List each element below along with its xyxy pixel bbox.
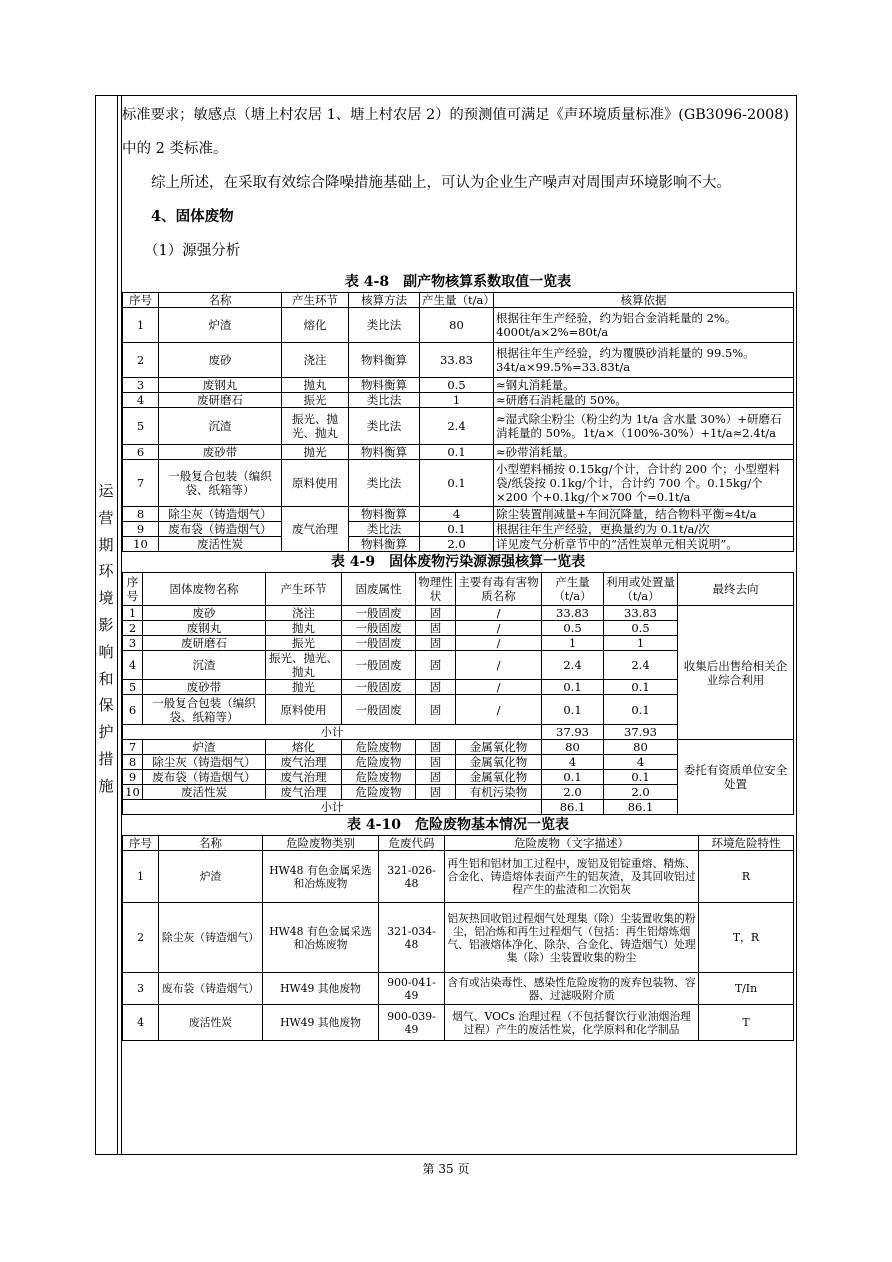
table-cell: 1 xyxy=(604,636,678,651)
table-row xyxy=(123,1005,794,1041)
paragraph: 中的 2 类标准。 xyxy=(122,141,228,157)
table-header: 核算方法 xyxy=(349,293,420,308)
table-header: 环境危险特性 xyxy=(699,836,794,851)
table-header: 利用或处置量（t/a） xyxy=(604,573,678,606)
table-cell: 5 xyxy=(123,408,159,445)
table-cell: 固 xyxy=(416,785,456,800)
table-cell: / xyxy=(456,606,542,621)
side-label-char: 运 xyxy=(98,482,114,500)
side-label-char: 保 xyxy=(98,696,114,715)
table-cell: 4 xyxy=(123,651,143,680)
table-cell: 10 xyxy=(123,785,143,800)
table-header: 序号 xyxy=(123,573,143,606)
table-cell: 4 xyxy=(604,755,678,770)
table-cell: 类比法 xyxy=(349,522,420,537)
table-row xyxy=(123,460,794,507)
frame-divider xyxy=(117,96,118,1154)
table-header: 序号 xyxy=(123,293,159,308)
table-cell: 1 xyxy=(420,393,494,408)
table-cell: 熔化 xyxy=(266,740,342,755)
table-header: 危废代码 xyxy=(379,836,445,851)
table-row xyxy=(123,507,794,522)
table-header: 核算依据 xyxy=(494,293,794,308)
table-cell: 根据往年生产经验，约为铝合金消耗量的 2%。 4000t/a×2%=80t/a xyxy=(494,308,794,343)
table-row xyxy=(123,308,794,343)
table-cell: 8 xyxy=(123,507,159,522)
table-cell: 9 xyxy=(123,770,143,785)
table-row xyxy=(123,522,794,537)
table-cell: 废气治理 xyxy=(282,507,349,552)
table-cell: 抛丸 xyxy=(266,621,342,636)
table-header: 名称 xyxy=(159,836,263,851)
table-cell: 振光 xyxy=(266,636,342,651)
table-cell: 危险废物 xyxy=(342,740,416,755)
table-cell: 物料衡算 xyxy=(349,343,420,378)
table-cell: HW48 有色金属采选和冶炼废物 xyxy=(263,903,379,973)
table-cell: 再生铝和铝材加工过程中，废铝及铝锭重熔、精炼、合金化、铸造熔体表面产生的铝灰渣，及其回收铝过程产生的盐渣和二次铝灰 xyxy=(445,851,699,903)
table-cell: 炉渣 xyxy=(143,740,266,755)
table-cell: 除尘灰（铸造烟气） xyxy=(159,903,263,973)
table-cell: 33.83 xyxy=(420,343,494,378)
table-cell: 金属氧化物 xyxy=(456,770,542,785)
subtotal-label: 小计 xyxy=(123,800,542,815)
table-cell: 烟气、VOCs 治理过程（不包括餐饮行业油烟治理过程）产生的废活性炭，化学原料和化学制品 xyxy=(445,1005,699,1041)
table-header: 固体废物名称 xyxy=(143,573,266,606)
table-cell: 5 xyxy=(123,680,143,695)
table-cell: 2.4 xyxy=(420,408,494,445)
subtotal-value: 37.93 xyxy=(604,725,678,740)
table-cell: 321-034-48 xyxy=(379,903,445,973)
table-cell: ≈湿式除尘粉尘（粉尘约为 1t/a 含水量 30%）+研磨石消耗量的 50%。1t/a×（100%-30%）+1t/a≈2.4t/a xyxy=(494,408,794,445)
table-cell: 80 xyxy=(604,740,678,755)
table-cell: 除尘装置削减量+车间沉降量，结合物料平衡≈4t/a xyxy=(494,507,794,522)
side-label-char: 和 xyxy=(98,669,114,688)
table-cell: 80 xyxy=(542,740,604,755)
table-cell: 根据往年生产经验，约为覆膜砂消耗量的 99.5%。 34t/a×99.5%=33.83t/a xyxy=(494,343,794,378)
table-cell: 类比法 xyxy=(349,308,420,343)
table-cell: 固 xyxy=(416,636,456,651)
table-cell: 0.1 xyxy=(604,680,678,695)
table-cell: 0.1 xyxy=(542,680,604,695)
table-cell: 振光、抛光、抛丸 xyxy=(266,651,342,680)
table-cell: 炉渣 xyxy=(159,851,263,903)
table-cell: T，R xyxy=(699,903,794,973)
table-cell: 物料衡算 xyxy=(349,445,420,460)
table-cell: 一般复合包装（编织袋、纸箱等） xyxy=(159,460,282,507)
table-cell: T xyxy=(699,1005,794,1041)
table-cell: 振光 xyxy=(282,393,349,408)
side-label-char: 措 xyxy=(98,749,114,768)
table-cell: 废砂 xyxy=(159,343,282,378)
table-row xyxy=(123,445,794,460)
table-cell: HW49 其他废物 xyxy=(263,1005,379,1041)
table-cell: 8 xyxy=(123,755,143,770)
table-cell: 0.1 xyxy=(604,695,678,725)
table-cell: 9 xyxy=(123,522,159,537)
solid-waste-table xyxy=(122,572,794,815)
table-header: 危险废物类别 xyxy=(263,836,379,851)
table-cell: 有机污染物 xyxy=(456,785,542,800)
table-row xyxy=(123,393,794,408)
table-cell: 1 xyxy=(123,851,159,903)
table-cell: 2.0 xyxy=(420,537,494,552)
table-cell: 1 xyxy=(123,308,159,343)
table-cell: 废气治理 xyxy=(266,770,342,785)
table-cell: 小型塑料桶按 0.15kg/个计，合计约 200 个；小型塑料袋/纸袋按 0.1kg/个计，合计约 700 个。0.15kg/个×200 个+0.1kg/个×700 个=0.1t/a xyxy=(494,460,794,507)
table-caption: 表 4-8 副产物核算系数取值一览表 xyxy=(344,274,572,290)
table-cell: 900-039-49 xyxy=(379,1005,445,1041)
table-cell: 固 xyxy=(416,695,456,725)
table-cell: 除尘灰（铸造烟气） xyxy=(159,507,282,522)
table-cell: 一般固废 xyxy=(342,680,416,695)
table-header: 产生量（t/a） xyxy=(542,573,604,606)
table-cell: 0.1 xyxy=(420,460,494,507)
table-cell: 6 xyxy=(123,695,143,725)
table-cell: 4 xyxy=(123,1005,159,1041)
table-cell: / xyxy=(456,636,542,651)
table-header: 产生环节 xyxy=(266,573,342,606)
table-cell: 废砂带 xyxy=(143,680,266,695)
table-cell: 33.83 xyxy=(604,606,678,621)
subsection-heading: （1）源强分析 xyxy=(144,243,241,259)
side-label-char: 境 xyxy=(98,589,114,608)
table-cell: 一般固废 xyxy=(342,621,416,636)
table-caption: 表 4-9 固体废物污染源源强核算一览表 xyxy=(330,554,586,570)
table-cell: 7 xyxy=(123,460,159,507)
table-cell: 废砂带 xyxy=(159,445,282,460)
page-number: 第 35 页 xyxy=(422,1162,470,1176)
table-cell: 1 xyxy=(542,636,604,651)
table-cell: HW49 其他废物 xyxy=(263,973,379,1005)
table-row xyxy=(123,408,794,445)
table-caption: 表 4-10 危险废物基本情况一览表 xyxy=(347,817,569,833)
table-cell: 固 xyxy=(416,621,456,636)
table-row xyxy=(123,537,794,552)
destination-cell: 收集后出售给相关企业综合利用 xyxy=(678,606,794,740)
subtotal-value: 86.1 xyxy=(542,800,604,815)
table-cell: / xyxy=(456,621,542,636)
section-heading: 4、固体废物 xyxy=(151,208,234,225)
table-cell: 废气治理 xyxy=(266,755,342,770)
table-cell: 0.5 xyxy=(604,621,678,636)
table-row xyxy=(123,851,794,903)
table-cell: 2.0 xyxy=(542,785,604,800)
table-cell: 沉渣 xyxy=(159,408,282,445)
table-cell: 33.83 xyxy=(542,606,604,621)
table-cell: 物料衡算 xyxy=(349,537,420,552)
table-header: 主要有毒有害物质名称 xyxy=(456,573,542,606)
table-header: 物理性状 xyxy=(416,573,456,606)
subtotal-value: 86.1 xyxy=(604,800,678,815)
table-cell: 根据往年生产经验，更换量约为 0.1t/a/次 xyxy=(494,522,794,537)
table-cell: 废钢丸 xyxy=(143,621,266,636)
table-header: 名称 xyxy=(159,293,282,308)
table-row xyxy=(123,740,794,755)
subtotal-value: 37.93 xyxy=(542,725,604,740)
table-cell: 详见废气分析章节中的“活性炭单元相关说明”。 xyxy=(494,537,794,552)
table-cell: 固 xyxy=(416,606,456,621)
table-cell: 0.1 xyxy=(420,445,494,460)
table-row xyxy=(123,973,794,1005)
table-cell: 金属氧化物 xyxy=(456,740,542,755)
side-label-char: 环 xyxy=(98,562,114,581)
table-row xyxy=(123,378,794,393)
table-cell: 固 xyxy=(416,740,456,755)
table-cell: 危险废物 xyxy=(342,755,416,770)
side-label-char: 响 xyxy=(98,642,114,661)
table-cell: 0.1 xyxy=(542,695,604,725)
table-cell: / xyxy=(456,695,542,725)
table-cell: 2 xyxy=(123,621,143,636)
table-cell: 2.4 xyxy=(604,651,678,680)
table-cell: 2.4 xyxy=(542,651,604,680)
table-cell: 0.1 xyxy=(604,770,678,785)
table-header: 序号 xyxy=(123,836,159,851)
table-cell: 废活性炭 xyxy=(143,785,266,800)
table-cell: 除尘灰（铸造烟气） xyxy=(143,755,266,770)
side-label-char: 期 xyxy=(98,535,114,554)
table-cell: 物料衡算 xyxy=(349,507,420,522)
table-cell: 废砂 xyxy=(143,606,266,621)
table-cell: 抛光 xyxy=(266,680,342,695)
table-cell: 321-026-48 xyxy=(379,851,445,903)
table-cell: 废布袋（铸造烟气） xyxy=(159,973,263,1005)
table-cell: 固 xyxy=(416,680,456,695)
table-cell: 一般固废 xyxy=(342,606,416,621)
byproduct-table xyxy=(122,292,794,552)
table-cell: 浇注 xyxy=(266,606,342,621)
side-label-char: 护 xyxy=(98,723,114,742)
side-label-char: 营 xyxy=(98,508,114,527)
table-cell: 3 xyxy=(123,636,143,651)
subtotal-label: 小计 xyxy=(123,725,542,740)
table-row xyxy=(123,343,794,378)
table-header: 固废属性 xyxy=(342,573,416,606)
table-cell: HW48 有色金属采选和冶炼废物 xyxy=(263,851,379,903)
table-cell: 废布袋（铸造烟气） xyxy=(143,770,266,785)
table-cell: 10 xyxy=(123,537,159,552)
table-cell: 2 xyxy=(123,343,159,378)
table-cell: 80 xyxy=(420,308,494,343)
table-cell: 熔化 xyxy=(282,308,349,343)
table-cell: 炉渣 xyxy=(159,308,282,343)
table-cell: 抛丸 xyxy=(282,378,349,393)
table-cell: 废气治理 xyxy=(266,785,342,800)
table-cell: 6 xyxy=(123,445,159,460)
table-cell: 废活性炭 xyxy=(159,1005,263,1041)
table-header: 产生环节 xyxy=(282,293,349,308)
table-cell: 浇注 xyxy=(282,343,349,378)
table-cell: R xyxy=(699,851,794,903)
table-cell: 一般固废 xyxy=(342,651,416,680)
table-cell: 2.0 xyxy=(604,785,678,800)
table-cell: 900-041-49 xyxy=(379,973,445,1005)
table-cell: 废布袋（铸造烟气） xyxy=(159,522,282,537)
side-label-char: 施 xyxy=(98,776,114,795)
table-row xyxy=(123,606,794,621)
table-cell: 4 xyxy=(420,507,494,522)
table-cell: 抛光 xyxy=(282,445,349,460)
table-header: 危险废物（文字描述） xyxy=(445,836,699,851)
table-cell: 废钢丸 xyxy=(159,378,282,393)
table-cell: 废研磨石 xyxy=(143,636,266,651)
table-cell: 0.5 xyxy=(542,621,604,636)
table-cell: ≈砂带消耗量。 xyxy=(494,445,794,460)
table-cell: 废研磨石 xyxy=(159,393,282,408)
table-cell: 含有或沾染毒性、感染性危险废物的废弃包装物、容器、过滤吸附介质 xyxy=(445,973,699,1005)
table-cell: 3 xyxy=(123,973,159,1005)
table-cell: 一般固废 xyxy=(342,695,416,725)
table-cell: 一般固废 xyxy=(342,636,416,651)
table-cell: 类比法 xyxy=(349,460,420,507)
table-cell: 危险废物 xyxy=(342,785,416,800)
table-cell: 类比法 xyxy=(349,408,420,445)
destination-cell: 委托有资质单位安全处置 xyxy=(678,740,794,815)
table-cell: 原料使用 xyxy=(266,695,342,725)
table-cell: / xyxy=(456,651,542,680)
paragraph: 综上所述，在采取有效综合降噪措施基础上，可认为企业生产噪声对周围声环境影响不大。 xyxy=(151,175,731,191)
table-cell: 一般复合包装（编织袋、纸箱等） xyxy=(143,695,266,725)
table-row xyxy=(123,903,794,973)
table-cell: 固 xyxy=(416,651,456,680)
table-cell: 3 xyxy=(123,378,159,393)
table-cell: 4 xyxy=(542,755,604,770)
table-cell: 沉渣 xyxy=(143,651,266,680)
table-cell: 危险废物 xyxy=(342,770,416,785)
side-label-char: 影 xyxy=(98,615,114,634)
table-cell: 物料衡算 xyxy=(349,378,420,393)
paragraph: 标准要求；敏感点（塘上村农居 1、塘上村农居 2）的预测值可满足《声环境质量标准》(GB3096-2008) xyxy=(122,107,789,123)
table-cell: 固 xyxy=(416,755,456,770)
table-cell: 类比法 xyxy=(349,393,420,408)
table-header: 产生量（t/a） xyxy=(420,293,494,308)
table-cell: 0.1 xyxy=(420,522,494,537)
main-content xyxy=(122,98,794,1041)
table-cell: T/In xyxy=(699,973,794,1005)
table-cell: 铝灰热回收铝过程烟气处理集（除）尘装置收集的粉尘，铝冶炼和再生过程烟气（包括：再生铝熔炼烟气、铝液熔体净化、除杂、合金化、铸造烟气）处理集（除）尘装置收集的粉尘 xyxy=(445,903,699,973)
side-section-label xyxy=(95,478,117,800)
table-cell: 1 xyxy=(123,606,143,621)
table-cell: / xyxy=(456,680,542,695)
table-cell: 废活性炭 xyxy=(159,537,282,552)
table-cell: 固 xyxy=(416,770,456,785)
table-cell: 振光、抛光、抛丸 xyxy=(282,408,349,445)
table-cell: 4 xyxy=(123,393,159,408)
table-cell: 2 xyxy=(123,903,159,973)
table-cell: ≈研磨石消耗量的 50%。 xyxy=(494,393,794,408)
table-cell: 原料使用 xyxy=(282,460,349,507)
table-cell: 金属氧化物 xyxy=(456,755,542,770)
table-cell: 7 xyxy=(123,740,143,755)
table-cell: 0.1 xyxy=(542,770,604,785)
table-header: 最终去向 xyxy=(678,573,794,606)
table-cell: ≈钢丸消耗量。 xyxy=(494,378,794,393)
hazardous-waste-table xyxy=(122,835,794,1041)
table-cell: 0.5 xyxy=(420,378,494,393)
